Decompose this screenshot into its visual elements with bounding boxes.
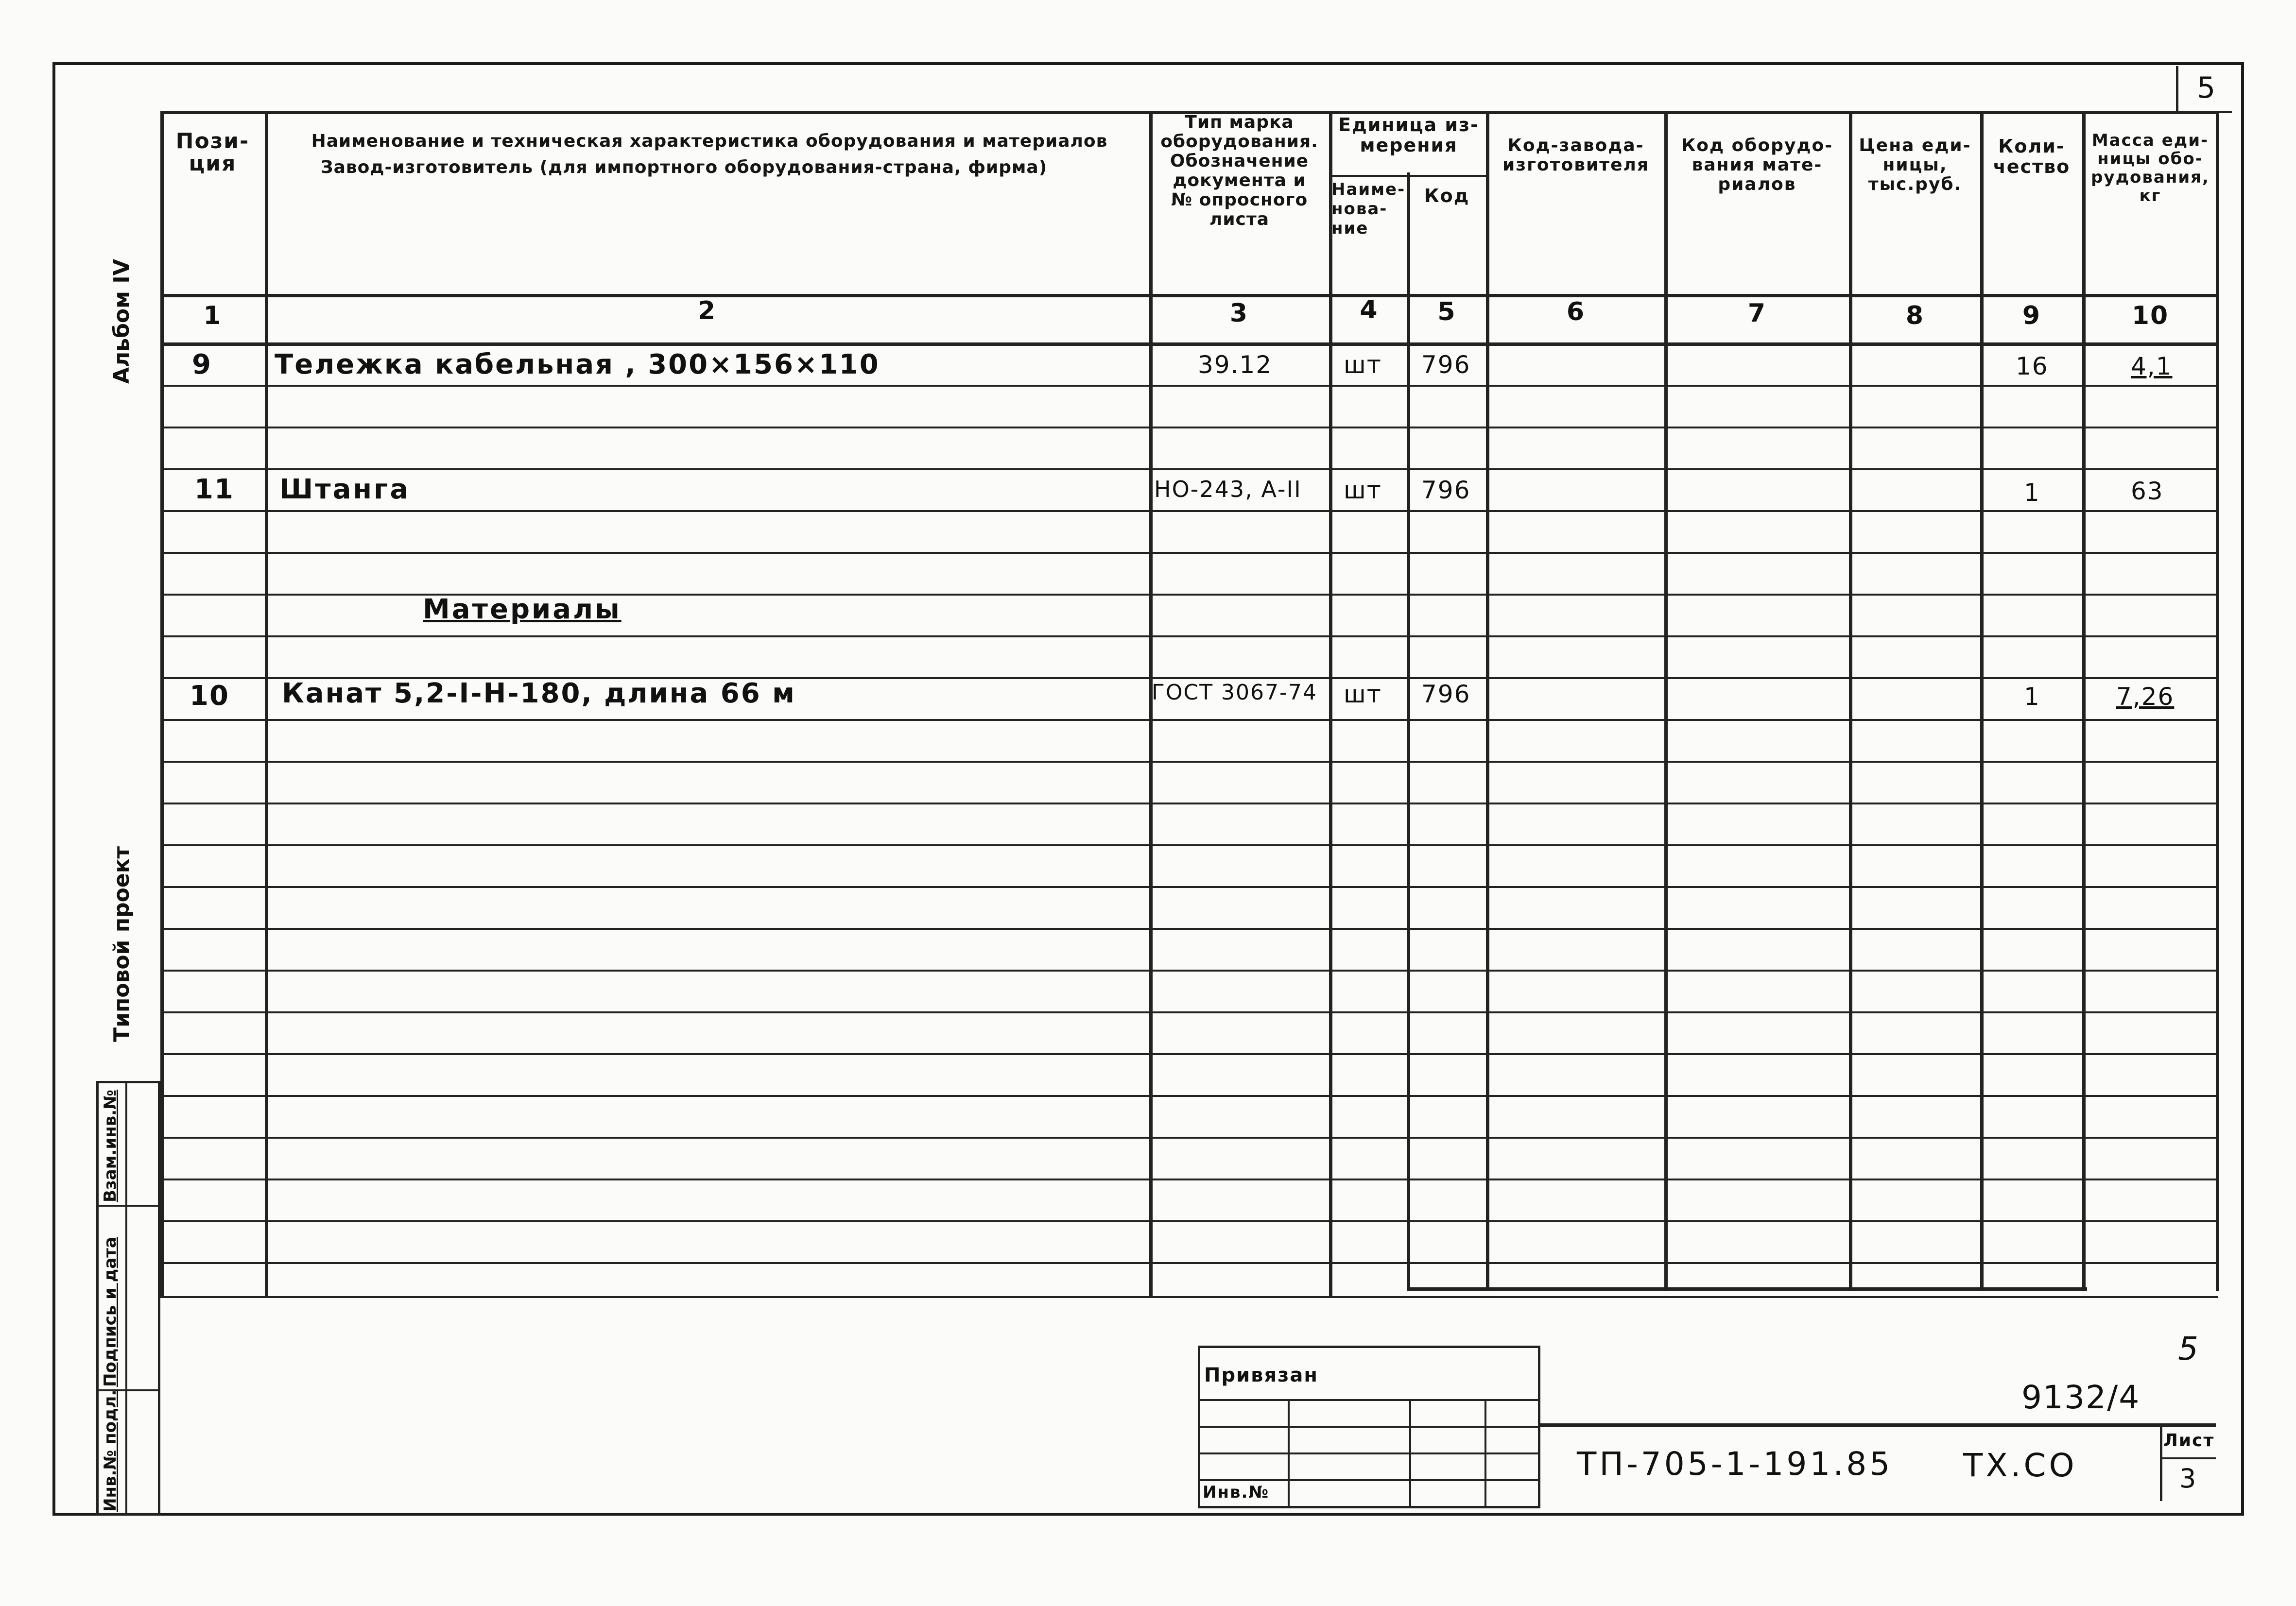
row-type: 39.12: [1198, 351, 1273, 379]
unit-subheader-line: [1329, 175, 1487, 177]
stamp-strip-divider: [125, 1081, 127, 1516]
row-line: [160, 803, 2218, 804]
stamp-row-line: [96, 1205, 160, 1207]
header-name-line1: Наименование и техническая характеристика оборудования и материалов: [311, 131, 1108, 151]
row-line: [160, 928, 2218, 930]
row-line: [160, 1262, 2218, 1264]
document-mark: ТХ.СО: [1963, 1447, 2077, 1484]
row-line: [160, 886, 2218, 888]
row-line: [160, 1220, 2218, 1222]
header-unit-code: Код: [1424, 185, 1470, 206]
header-quantity: Коли- чество: [1993, 136, 2071, 177]
row-line: [160, 510, 2218, 512]
sheet-label: Лист: [2163, 1431, 2215, 1451]
row-quantity: 1: [2024, 683, 2040, 711]
col-divider-5-6: [1486, 111, 1489, 1291]
row-quantity: 1: [2024, 478, 2040, 507]
table-left-border: [160, 111, 164, 1296]
row-line: [160, 635, 2218, 637]
row-line: [160, 385, 2218, 387]
row-line: [160, 1296, 2218, 1298]
sheet-number: 3: [2179, 1463, 2197, 1494]
privyazan-col: [1485, 1399, 1486, 1508]
row-line: [160, 1053, 2218, 1055]
row-line: [160, 552, 2218, 554]
privyazan-col: [1288, 1399, 1290, 1508]
privyazan-line: [1198, 1452, 1540, 1454]
title-block-top: [1540, 1423, 2216, 1427]
row-line: [160, 844, 2218, 846]
row-unit-code: 796: [1421, 351, 1471, 379]
row-position: 10: [190, 680, 229, 712]
sheet-box-line: [2160, 1457, 2216, 1459]
archive-number: 9132/4: [2021, 1379, 2141, 1416]
section-heading: Материалы: [423, 594, 621, 625]
header-position: Пози- ция: [175, 129, 250, 176]
col-divider-9-10: [2082, 111, 2086, 1291]
stamp-label-signature: Подпись и дата: [101, 1237, 120, 1387]
table-bottom-line: [1407, 1287, 2087, 1291]
inv-label: Инв.№: [1203, 1483, 1270, 1502]
col-divider-4-5: [1407, 172, 1410, 1290]
column-number: 7: [1747, 299, 1767, 328]
column-number: 9: [2022, 301, 2041, 330]
col-divider-3-4: [1329, 111, 1332, 1296]
row-line: [160, 468, 2218, 470]
row-unit-code: 796: [1421, 476, 1471, 504]
col-divider-8-9: [1980, 111, 1984, 1291]
row-line: [160, 1011, 2218, 1013]
column-number: 5: [1437, 297, 1456, 326]
col-divider-1-2: [265, 111, 268, 1296]
column-number: 10: [2131, 301, 2169, 330]
privyazan-label: Привязан: [1204, 1364, 1319, 1386]
privyazan-line: [1198, 1426, 1540, 1428]
row-unit: шт: [1344, 476, 1382, 504]
header-unit-name: Наиме- нова- ние: [1331, 180, 1406, 238]
top-page-number-box: [2176, 66, 2232, 113]
stamp-label-inv: Инв.№ подл.: [101, 1389, 120, 1512]
header-price: Цена еди- ницы, тыс.руб.: [1859, 136, 1971, 194]
row-mass: 4,1: [2131, 352, 2173, 380]
privyazan-line: [1198, 1399, 1540, 1401]
header-unit: Единица из- мерения: [1338, 114, 1479, 156]
top-page-number: 5: [2197, 71, 2217, 105]
row-mass: 7,26: [2116, 683, 2175, 711]
row-line: [160, 1179, 2218, 1180]
header-type: Тип марка оборудования. Обозначение документа и № опросного листа: [1160, 112, 1318, 229]
row-line: [160, 427, 2218, 428]
row-line: [160, 1095, 2218, 1097]
row-position: 11: [194, 474, 234, 505]
row-type: ГОСТ 3067-74: [1152, 680, 1317, 705]
column-number: 8: [1905, 301, 1925, 330]
row-unit: шт: [1344, 680, 1382, 708]
column-number: 3: [1229, 299, 1249, 328]
row-unit-code: 796: [1421, 680, 1471, 708]
header-name-line2: Завод-изготовитель (для импортного оборудования-страна, фирма): [321, 157, 1048, 177]
row-mass: 63: [2131, 477, 2164, 505]
row-name: Тележка кабельная , 300×156×110: [275, 349, 880, 380]
row-position: 9: [192, 349, 212, 380]
row-line: [160, 970, 2218, 972]
col-divider-6-7: [1664, 111, 1668, 1291]
column-number: 6: [1566, 297, 1586, 326]
column-number: 1: [203, 301, 222, 330]
document-code: ТП-705-1-191.85: [1577, 1445, 1893, 1483]
header-mass: Масса еди- ницы обо- рудования, кг: [2091, 131, 2210, 205]
row-line: [160, 719, 2218, 721]
row-unit: шт: [1344, 351, 1382, 379]
table-right-border: [2216, 111, 2219, 1291]
album-label: Альбом IV: [109, 259, 134, 384]
privyazan-line: [1198, 1479, 1540, 1481]
header-factory-code: Код-завода- изготовителя: [1502, 136, 1650, 175]
stamp-label-replace: Взам.инв.№: [101, 1090, 120, 1202]
header-equipment-code: Код оборудо- вания мате- риалов: [1681, 136, 1833, 194]
row-line: [160, 1137, 2218, 1139]
row-name: Канат 5,2-I-Н-180, длина 66 м: [282, 678, 796, 709]
series-label: Типовой проект: [109, 846, 134, 1042]
row-line: [160, 761, 2218, 763]
col-divider-7-8: [1849, 111, 1852, 1291]
privyazan-col: [1409, 1399, 1411, 1508]
column-number-line: [160, 342, 2218, 346]
row-name: Штанга: [279, 474, 411, 505]
row-quantity: 16: [2016, 352, 2049, 380]
row-type: НО-243, А-II: [1154, 476, 1302, 502]
column-number: 4: [1360, 295, 1379, 325]
page-number-bottom: 5: [2178, 1330, 2199, 1367]
column-number: 2: [697, 296, 717, 325]
